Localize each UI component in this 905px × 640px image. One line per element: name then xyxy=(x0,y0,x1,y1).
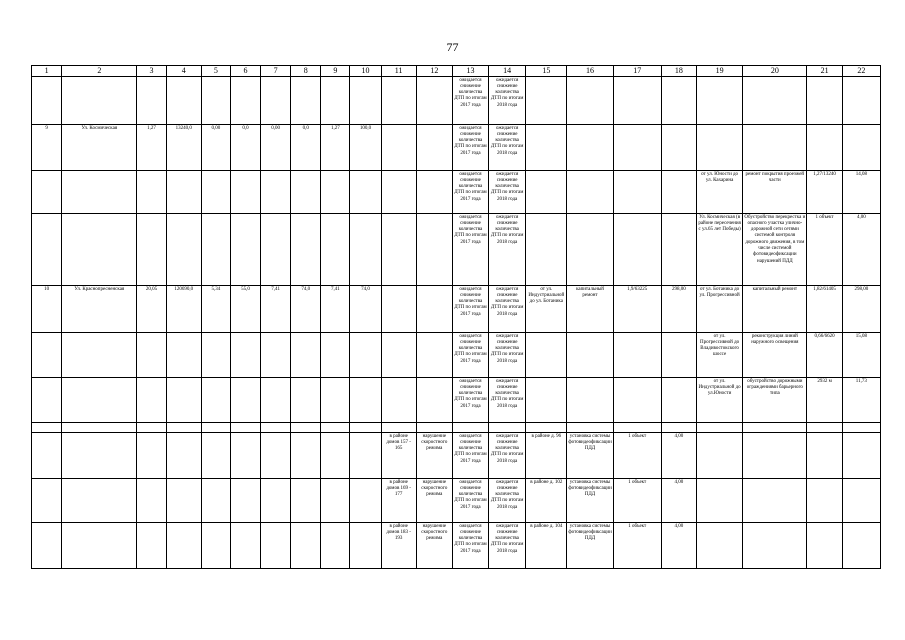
table-cell xyxy=(350,214,381,286)
table-cell xyxy=(416,125,452,171)
table-cell xyxy=(452,423,488,433)
table-cell xyxy=(62,214,137,286)
table-cell: 0,00 xyxy=(261,125,291,171)
table-cell xyxy=(381,333,416,378)
table-cell xyxy=(261,423,291,433)
table-cell xyxy=(261,523,291,569)
table-cell xyxy=(842,423,880,433)
table-cell: ожидается снижение количества ДТП по итогам 2017 года xyxy=(452,171,488,214)
table-cell xyxy=(230,333,260,378)
table-cell xyxy=(350,433,381,479)
table-cell xyxy=(201,479,230,523)
column-header: 11 xyxy=(381,66,416,77)
table-cell xyxy=(261,214,291,286)
table-cell xyxy=(166,423,201,433)
table-cell xyxy=(696,77,742,125)
table-cell: 1 объект xyxy=(807,214,842,286)
table-cell: в районе домов 183 - 193 xyxy=(381,523,416,569)
table-cell xyxy=(807,423,842,433)
table-cell: 55,0 xyxy=(230,286,260,333)
column-header: 12 xyxy=(416,66,452,77)
table-row xyxy=(32,479,881,523)
table-cell xyxy=(230,171,260,214)
table-cell xyxy=(416,333,452,378)
table-cell xyxy=(613,214,661,286)
table-cell xyxy=(613,333,661,378)
column-header: 6 xyxy=(230,66,260,77)
table-cell: 100,0 xyxy=(350,125,381,171)
table-cell xyxy=(201,171,230,214)
table-cell xyxy=(526,77,567,125)
table-cell xyxy=(661,171,696,214)
table-cell xyxy=(291,423,321,433)
table-cell xyxy=(291,171,321,214)
table-cell xyxy=(261,479,291,523)
table-cell: 1,27 xyxy=(321,125,350,171)
table-cell xyxy=(567,214,613,286)
table-cell xyxy=(230,423,260,433)
table-cell xyxy=(32,523,62,569)
table-cell xyxy=(137,333,166,378)
table-cell xyxy=(291,77,321,125)
table-cell: установка системы фотовидеофиксации ПДД xyxy=(567,479,613,523)
table-cell: 1,27 xyxy=(137,125,166,171)
column-header: 19 xyxy=(696,66,742,77)
data-table xyxy=(31,65,881,569)
table-cell xyxy=(842,523,880,569)
table-cell xyxy=(291,214,321,286)
table-cell xyxy=(526,171,567,214)
table-cell xyxy=(661,77,696,125)
column-header: 1 xyxy=(32,66,62,77)
table-cell xyxy=(166,333,201,378)
table-cell xyxy=(807,433,842,479)
table-cell xyxy=(321,77,350,125)
column-header: 7 xyxy=(261,66,291,77)
table-cell: ожидается снижение количества ДТП по итогам 2018 года xyxy=(489,333,526,378)
table-cell: ожидается снижение количества ДТП по итогам 2017 года xyxy=(452,125,488,171)
table-cell xyxy=(696,125,742,171)
table-cell: от ул. Индустриальной до ул. Ботаника xyxy=(526,286,567,333)
table-cell xyxy=(526,214,567,286)
table-cell: 11,73 xyxy=(842,378,880,423)
table-cell: в районе д. 96 xyxy=(526,433,567,479)
table-cell: 120690,0 xyxy=(166,286,201,333)
table-cell: ремонт покрытия проезжей части xyxy=(743,171,807,214)
table-cell xyxy=(381,77,416,125)
table-cell xyxy=(166,171,201,214)
table-cell: 1,27/13240 xyxy=(807,171,842,214)
table-cell: 7,41 xyxy=(261,286,291,333)
table-cell: 0,0 xyxy=(291,125,321,171)
table-cell xyxy=(137,171,166,214)
table-cell xyxy=(32,433,62,479)
table-cell: 4,00 xyxy=(661,479,696,523)
table-cell xyxy=(166,214,201,286)
table-cell xyxy=(842,479,880,523)
table-cell: капитальный ремонт xyxy=(743,286,807,333)
table-cell xyxy=(526,378,567,423)
table-cell: ожидается снижение количества ДТП по итогам 2018 года xyxy=(489,214,526,286)
column-header: 14 xyxy=(489,66,526,77)
column-header: 4 xyxy=(166,66,201,77)
table-row xyxy=(32,433,881,479)
table-cell xyxy=(350,171,381,214)
table-cell xyxy=(526,333,567,378)
table-cell: ожидается снижение количества ДТП по итогам 2017 года xyxy=(452,214,488,286)
table-cell xyxy=(321,523,350,569)
table-cell: обустройство дорожными ограждениями барьерного типа xyxy=(743,378,807,423)
table-cell xyxy=(166,479,201,523)
table-cell: 4,00 xyxy=(661,523,696,569)
table-cell xyxy=(62,171,137,214)
table-cell xyxy=(230,214,260,286)
table-cell xyxy=(381,378,416,423)
table-cell xyxy=(32,214,62,286)
table-cell xyxy=(661,214,696,286)
table-cell xyxy=(137,433,166,479)
header-row xyxy=(32,66,881,77)
column-header: 15 xyxy=(526,66,567,77)
table-cell xyxy=(381,286,416,333)
table-cell xyxy=(137,479,166,523)
table-cell: 1 объект xyxy=(613,479,661,523)
table-cell xyxy=(321,333,350,378)
table-cell xyxy=(291,433,321,479)
table-cell: ожидается снижение количества ДТП по итогам 2018 года xyxy=(489,523,526,569)
table-cell: 1,82/61405 xyxy=(807,286,842,333)
table-cell xyxy=(230,523,260,569)
table-cell xyxy=(261,77,291,125)
table-cell xyxy=(201,423,230,433)
table-cell: 10 xyxy=(32,286,62,333)
table-cell: 5,34 xyxy=(201,286,230,333)
table-cell xyxy=(567,171,613,214)
table-row xyxy=(32,286,881,333)
column-header: 5 xyxy=(201,66,230,77)
table-cell xyxy=(201,433,230,479)
table-cell: установка системы фотовидеофиксации ПДД xyxy=(567,433,613,479)
column-header: 9 xyxy=(321,66,350,77)
table-cell xyxy=(62,378,137,423)
table-cell xyxy=(696,479,742,523)
table-cell xyxy=(416,378,452,423)
table-cell xyxy=(613,378,661,423)
table-cell: нарушение скоростного режима xyxy=(416,523,452,569)
column-header: 2 xyxy=(62,66,137,77)
table-cell xyxy=(137,214,166,286)
table-cell xyxy=(137,423,166,433)
table-cell xyxy=(32,378,62,423)
table-cell xyxy=(32,479,62,523)
table-cell xyxy=(842,433,880,479)
table-cell xyxy=(321,378,350,423)
table-cell xyxy=(261,333,291,378)
table-cell: ожидается снижение количества ДТП по итогам 2017 года xyxy=(452,333,488,378)
table-cell xyxy=(842,77,880,125)
table-cell xyxy=(166,378,201,423)
table-cell xyxy=(567,378,613,423)
table-cell xyxy=(613,77,661,125)
table-cell xyxy=(350,378,381,423)
table-cell xyxy=(62,423,137,433)
table-cell: Ул. Космическая (в районе пересечения с ул.65 лет Победы) xyxy=(696,214,742,286)
table-cell: Ул. Космическая xyxy=(62,125,137,171)
table-cell: ожидается снижение количества ДТП по итогам 2017 года xyxy=(452,433,488,479)
table-cell: от ул. Индустриальной до ул.Юности xyxy=(696,378,742,423)
column-header: 17 xyxy=(613,66,661,77)
table-cell xyxy=(842,125,880,171)
table-cell xyxy=(137,523,166,569)
table-cell xyxy=(743,479,807,523)
table-cell: 1,9/63225 xyxy=(613,286,661,333)
table-cell: 9 xyxy=(32,125,62,171)
table-cell xyxy=(416,214,452,286)
table-cell xyxy=(201,214,230,286)
table-cell xyxy=(416,171,452,214)
table-cell: ожидается снижение количества ДТП по итогам 2018 года xyxy=(489,378,526,423)
table-cell: 0,00 xyxy=(201,125,230,171)
table-cell xyxy=(230,479,260,523)
table-cell xyxy=(291,378,321,423)
table-cell xyxy=(201,378,230,423)
table-cell xyxy=(321,423,350,433)
table-cell: от ул. Прогрессивной до Владивостокского шоссе xyxy=(696,333,742,378)
table-cell xyxy=(350,479,381,523)
table-cell xyxy=(62,77,137,125)
table-cell xyxy=(62,479,137,523)
table-cell: Обустройство перекрестка и опасного участка улично-дорожной сети сетями системой контроля дорожного движения, в том числе системой фотовидеофиксации нарушений ПДД xyxy=(743,214,807,286)
column-header: 20 xyxy=(743,66,807,77)
table-cell: ожидается снижение количества ДТП по итогам 2018 года xyxy=(489,171,526,214)
column-header: 13 xyxy=(452,66,488,77)
table-cell xyxy=(416,286,452,333)
table-cell xyxy=(807,479,842,523)
table-cell: 74,0 xyxy=(291,286,321,333)
table-cell xyxy=(32,171,62,214)
table-cell xyxy=(201,77,230,125)
column-header: 3 xyxy=(137,66,166,77)
table-cell: Ул. Краснопресненская xyxy=(62,286,137,333)
table-row xyxy=(32,77,881,125)
table-cell xyxy=(743,77,807,125)
table-cell: ожидается снижение количества ДТП по итогам 2017 года xyxy=(452,523,488,569)
table-cell: ожидается снижение количества ДТП по итогам 2018 года xyxy=(489,433,526,479)
table-cell: в районе д. 102 xyxy=(526,479,567,523)
table-cell: от ул. Ботаника до ул. Прогрессивной xyxy=(696,286,742,333)
table-cell xyxy=(350,77,381,125)
table-cell xyxy=(489,423,526,433)
table-cell: 13240,0 xyxy=(166,125,201,171)
table-cell xyxy=(807,523,842,569)
table-cell: 20,05 xyxy=(137,286,166,333)
table-cell xyxy=(261,433,291,479)
table-cell xyxy=(261,171,291,214)
table-cell xyxy=(613,423,661,433)
table-cell xyxy=(350,523,381,569)
table-cell xyxy=(743,125,807,171)
table-cell xyxy=(32,423,62,433)
table-cell xyxy=(567,423,613,433)
table-cell xyxy=(613,171,661,214)
table-cell xyxy=(661,333,696,378)
table-cell: нарушение скоростного режима xyxy=(416,433,452,479)
table-cell: 4,00 xyxy=(661,433,696,479)
table-cell xyxy=(743,423,807,433)
table-row xyxy=(32,333,881,378)
table-cell xyxy=(62,433,137,479)
table-cell xyxy=(381,171,416,214)
table-cell xyxy=(62,333,137,378)
column-header: 22 xyxy=(842,66,880,77)
table-cell xyxy=(291,479,321,523)
table-cell: ожидается снижение количества ДТП по итогам 2018 года xyxy=(489,479,526,523)
table-cell xyxy=(696,523,742,569)
table-cell xyxy=(381,125,416,171)
table-cell xyxy=(807,77,842,125)
table-cell: от ул. Юности до ул. Кахарина xyxy=(696,171,742,214)
table-cell: 298,00 xyxy=(661,286,696,333)
table-cell: 4,00 xyxy=(842,214,880,286)
table-cell: установка системы фотовидеофиксации ПДД xyxy=(567,523,613,569)
table-cell xyxy=(416,423,452,433)
table-cell xyxy=(62,523,137,569)
table-cell xyxy=(350,423,381,433)
table-cell xyxy=(567,77,613,125)
table-cell: 74,0 xyxy=(350,286,381,333)
table-cell: реконструкция линий наружного освещения xyxy=(743,333,807,378)
table-cell xyxy=(261,378,291,423)
table-cell: в районе домов 169 - 177 xyxy=(381,479,416,523)
table-cell xyxy=(661,378,696,423)
table-cell xyxy=(321,214,350,286)
column-header: 21 xyxy=(807,66,842,77)
table-cell xyxy=(321,479,350,523)
table-cell: в районе д. 104 xyxy=(526,523,567,569)
table-row xyxy=(32,171,881,214)
table-cell: ожидается снижение количества ДТП по итогам 2017 года xyxy=(452,378,488,423)
table-cell: ожидается снижение количества ДТП по итогам 2017 года xyxy=(452,479,488,523)
table-cell xyxy=(567,333,613,378)
table-cell xyxy=(567,125,613,171)
table-cell: 2932 м xyxy=(807,378,842,423)
table-cell xyxy=(166,77,201,125)
table-cell: 0,66/6620 xyxy=(807,333,842,378)
table-cell: ожидается снижение количества ДТП по итогам 2018 года xyxy=(489,125,526,171)
table-cell: в районе домов 157 - 165 xyxy=(381,433,416,479)
table-cell xyxy=(166,523,201,569)
table-cell: 1 объект xyxy=(613,523,661,569)
table-cell xyxy=(230,433,260,479)
table-cell: ожидается снижение количества ДТП по итогам 2017 года xyxy=(452,286,488,333)
table-row xyxy=(32,125,881,171)
table-row xyxy=(32,214,881,286)
table-cell xyxy=(321,171,350,214)
table-cell xyxy=(201,523,230,569)
column-header: 16 xyxy=(567,66,613,77)
column-header: 18 xyxy=(661,66,696,77)
table-cell: 298,00 xyxy=(842,286,880,333)
table-cell xyxy=(526,125,567,171)
table-cell xyxy=(291,333,321,378)
page-number: 77 xyxy=(446,40,459,54)
table-cell xyxy=(381,423,416,433)
table-cell xyxy=(201,333,230,378)
column-header: 10 xyxy=(350,66,381,77)
table-cell xyxy=(291,523,321,569)
table-cell xyxy=(743,523,807,569)
table-cell xyxy=(137,378,166,423)
table-row xyxy=(32,423,881,433)
table-cell xyxy=(743,433,807,479)
table-cell: ожидается снижение количества ДТП по итогам 2018 года xyxy=(489,77,526,125)
table-cell xyxy=(696,433,742,479)
table-cell: 15,08 xyxy=(842,333,880,378)
table-cell xyxy=(137,77,166,125)
table-cell: 0,0 xyxy=(230,125,260,171)
table-cell xyxy=(526,423,567,433)
table-cell: 7,41 xyxy=(321,286,350,333)
table-cell: нарушение скоростного режима xyxy=(416,479,452,523)
table-cell xyxy=(613,125,661,171)
table-cell xyxy=(32,333,62,378)
table-cell xyxy=(416,77,452,125)
table-cell: ожидается снижение количества ДТП по итогам 2017 года xyxy=(452,77,488,125)
table-cell xyxy=(661,125,696,171)
column-header: 8 xyxy=(291,66,321,77)
table-cell xyxy=(32,77,62,125)
table-cell xyxy=(807,125,842,171)
table-cell xyxy=(166,433,201,479)
table-cell xyxy=(661,423,696,433)
table-cell xyxy=(381,214,416,286)
table-cell xyxy=(321,433,350,479)
table-cell xyxy=(350,333,381,378)
table-cell: 1 объект xyxy=(613,433,661,479)
table-cell xyxy=(696,423,742,433)
table-cell: 14,08 xyxy=(842,171,880,214)
table-cell xyxy=(230,378,260,423)
table-row xyxy=(32,523,881,569)
table-row xyxy=(32,378,881,423)
table-cell: капитальный ремонт xyxy=(567,286,613,333)
table-cell: ожидается снижение количества ДТП по итогам 2018 года xyxy=(489,286,526,333)
table-cell xyxy=(230,77,260,125)
